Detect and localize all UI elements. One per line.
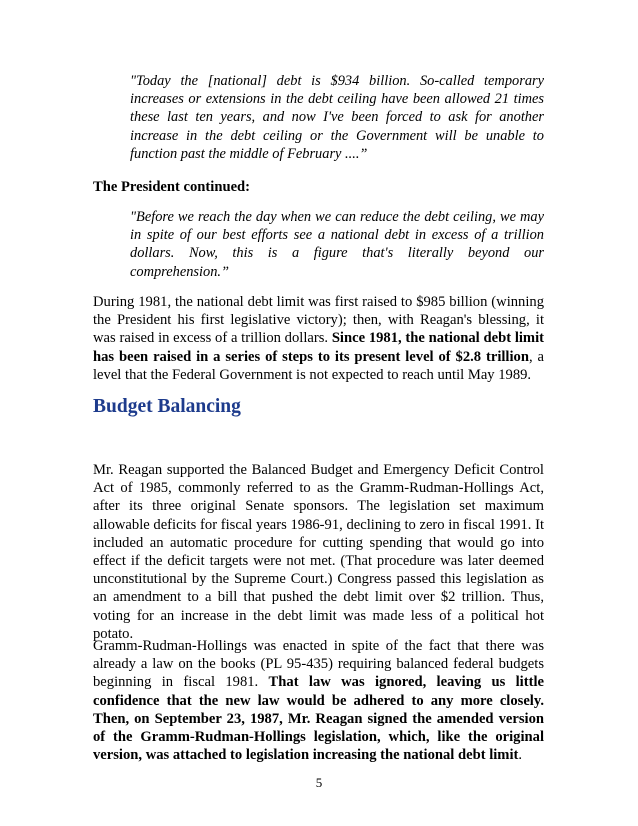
paragraph-text: , a level that the Federal Government is not expected to reach until May 1989. [93,348,544,383]
quote-debt-ceiling: "Today the [national] debt is $934 billion. So-called temporary increases or extensions in the debt ceiling have been allowed 21 times these last ten years, and now I've been forced to ask for another increase in the debt ceiling or the Government will be unable to function past the middle of February ....” [130,73,544,162]
paragraph-text: During 1981, the national debt limit was first raised to $985 billion (winning the President his first legislative victory); then, with Reagan's blessing, it was raised in excess of a trillion dollars. [93,294,544,347]
paragraph-debt-limit-1981 [93,293,544,384]
paragraph-text: Gramm-Rudman-Hollings was enacted in spite of the fact that there was already a law on the books (PL 95-435) requiring balanced federal budgets beginning in fiscal 1981. [93,638,544,691]
paragraph-bold-text: That law was ignored, leaving us little confidence that the new law would be adhered to any more closely. Then, on September 23, 1987, Mr. Reagan signed the amended version of the Gramm-Rudman-Hollings legislation, which, like the original version, was attached to legislation increasing the national debt limit [93,674,544,764]
quote-trillion-dollars: "Before we reach the day when we can reduce the debt ceiling, we may in spite of our best efforts see a national debt in excess of a trillion dollars. Now, this is a figure that's literally beyond our comprehension.” [130,209,544,280]
paragraph-bold-text: Since 1981, the national debt limit has been raised in a series of steps to its present level of $2.8 trillion [93,330,544,365]
page-number: 5 [315,775,323,790]
paragraph-text: . [518,747,523,764]
section-heading-budget-balancing: Budget Balancing [93,396,241,417]
paragraph-gramm-rudman-hollings [93,637,544,764]
president-continued-label: The President continued: [93,179,251,195]
paragraph-balanced-budget-act: Mr. Reagan supported the Balanced Budget and Emergency Deficit Control Act of 1985, commonly referred to as the Gramm-Rudman-Hollings Act, after its three original Senate sponsors. The legislation set maximum allowable deficits for fiscal years 1986-91, declining to zero in fiscal 1991. It included an automatic procedure for cutting spending that would go into effect if the deficit targets were not met. (That procedure was later deemed unconstitutional by the Supreme Court.) Congress passed this legislation as an amendment to a bill that pushed the debt limit over $2 trillion. Thus, voting for an increase in the debt limit was made less of a political hot potato. [93,462,544,642]
